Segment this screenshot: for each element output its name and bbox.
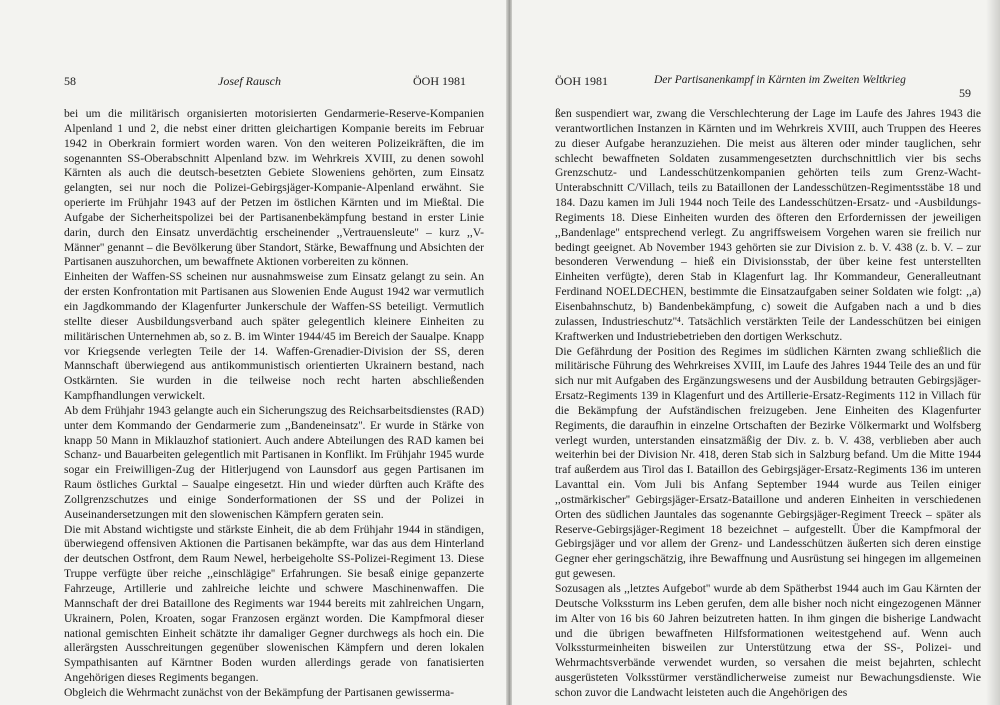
right-page-number: 59 xyxy=(959,86,971,100)
left-body-text xyxy=(64,107,484,701)
paragraph: ßen suspendiert war, zwang die Verschlechterung der Lage im Laufe des Jahres 1943 die verantwortlichen Instanzen in Kärnten und im Wehrkreis XVIII, auch Truppen des Heeres zu dieser Aufgabe heranzuziehen. Die meist aus älteren oder minder tauglichen, sehr schlecht bewaffneten Soldaten zusammengesetzten durchschnittlich vier bis sechs Grenzschutz- und Landesschützenkompanien gehörten teils zum Grenz-Wacht-Unterabschnitt C/Villach, teils zu Bataillonen der Landesschützen-Regimentsstäbe 18 und 184. Dazu kamen im Juli 1944 noch Teile des Landesschützen-Ersatz- und -Ausbildungs-Regiments 18. Diese Einheiten wurden des öfteren den Erfordernissen der jeweiligen ,,Bandenlage'' entsprechend verlegt. Zu angriffsweisem Vorgehen waren sie freilich nur bedingt geeignet. Ab November 1943 gehörten sie zur Division z. b. V. 438 (z. b. V. – zur besonderen Verwendung – hieß ein Divisionsstab, der über keine fest unterstellten Einheiten verfügte), deren Stab in Klagenfurt lag. Ihr Kommandeur, Generalleutnant Ferdinand NOELDECHEN, bestimmte die Einsatzaufgaben seiner Soldaten wie folgt: ,,a) Eisenbahnschutz, b) Bandenbekämpfung, c) soweit die Aufgaben nach a und b dies zulassen, Industrieschutz''⁴. Tatsächlich verstärkten Teile der Landesschützen bei einigen Kraftwerken und Industriebetrieben den dortigen Werkschutz. xyxy=(555,107,981,343)
paragraph: Einheiten der Waffen-SS scheinen nur ausnahmsweise zum Einsatz gelangt zu sein. An der ersten Konfrontation mit Partisanen aus Slowenien Ende August 1942 war vermutlich ein Jagdkommando der Klagenfurter Junkerschule der Waffen-SS beteiligt. Vermutlich stellte dieser Ausbildungsverband auch später gelegentlich kleinere Einheiten zu militärischen Unternehmen ab, so z. B. im Winter 1944/45 im Bereich der Saualpe. Knapp vor Kriegsende verlegten Teile der 14. Waffen-Grenadier-Division der SS, deren Mannschaft überwiegend aus antikommunistisch orientierten Ukrainern bestand, nach Ostkärnten. Sie wurden in die teilweise noch recht harten abschließenden Kampfhandlungen verwickelt. xyxy=(64,270,484,403)
paragraph: bei um die militärisch organisierten motorisierten Gendarmerie-Reserve-Kompanien Alpenland 1 und 2, die nebst einer dritten gleichartigen Kompanie bereits im Februar 1942 in Oberkrain formiert worden waren. Von den weiteren Polizeikräften, die im sogenannten SS-Oberabschnitt Alpenland bzw. im Wehrkreis XVIII, zu denen sowohl Kärnten als auch die deutsch-besetzten Gebiete Sloweniens gehörten, zum Einsatz gelangten, sei nur noch die Polizei-Gebirgsjäger-Kompanie-Alpenland erwähnt. Sie operierte im Frühjahr 1943 auf der Petzen im östlichen Kärnten und im Mießtal. Die Aufgabe der Sicherheitspolizei bei der Partisanenbekämpfung bestand in erster Linie darin, durch den Einsatz unverdächtig erscheinender ,,Vertrauensleute'' – kurz ,,V-Männer'' genannt – die Bevölkerung über Standort, Stärke, Bewaffnung und Absichten der Partisanen auszuhorchen, um bewaffnete Aktionen vorbereiten zu können. xyxy=(64,107,484,269)
left-running-head-journal: ÖOH 1981 xyxy=(413,74,466,88)
right-running-head-journal: ÖOH 1981 xyxy=(555,74,608,88)
paragraph: Ab dem Frühjahr 1943 gelangte auch ein Sicherungszug des Reichsarbeitsdienstes (RAD) unter dem Kommando der Gendarmerie zum ,,Bandeneinsatz''. Er wurde in Stärke von knapp 50 Mann in Miklauzhof stationiert. Auch andere Abteilungen des RAD kamen bei Schanz- und Bauarbeiten gelegentlich mit Partisanen in Konflikt. Im Frühjahr 1945 wurde sogar ein Freiwilligen-Zug der Hitlerjugend von Launsdorf aus gegen Partisanen im Raum östliches Gurktal – Saualpe eingesetzt. Hin und wieder dürften auch Kräfte des Zollgrenzschutzes und einige Sonderformationen der SS und der Polizei in Auseinandersetzungen mit den slowenischen Kämpfern geraten sein. xyxy=(64,403,484,521)
left-page-number: 58 xyxy=(64,74,76,88)
right-body-text xyxy=(555,107,981,701)
left-running-head-author: Josef Rausch xyxy=(218,74,281,88)
paragraph: Die Gefährdung der Position des Regimes im südlichen Kärnten zwang schließlich die militärische Führung des Wehrkreises XVIII, im Laufe des Jahres 1944 Teile des an und für sich nur mit Aufgaben des Ergänzungswesens und der Ausbildung betrauten Gebirgsjäger-Ersatz-Regiments 139 in Klagenfurt und des Artillerie-Ersatz-Regiments 112 in Villach für die Bekämpfung der Aufständischen freizugeben. Jene Einheiten des Klagenfurter Regiments, die daraufhin in einzelne Ortschaften der Bezirke Völkermarkt und Wolfsberg verlegt wurden, unterstanden einsatzmäßig der Div. z. b. V. 438, verblieben aber auch weiterhin bei der Division Nr. 418, deren Stab sich in Salzburg befand. Um die Mitte 1944 traf außerdem aus Tirol das I. Bataillon des Gebirgsjäger-Ersatz-Regiments 136 im unteren Lavanttal ein. Vom Juli bis Anfang September 1944 wurde aus Teilen einiger ,,ostmärkischer'' Gebirgsjäger-Ersatz-Bataillone und anderen Einheiten in verschiedenen Orten des südlichen Jauntales das sogenannte Gebirgsjäger-Regiment Treeck – später als Reserve-Gebirgsjäger-Regiment 18 bezeichnet – aufgestellt. Über die Kampfmoral der Gebirgsjäger und vor allem der Grenz- und Landesschützen äußerten sich deren einstige Gegner eher geringschätzig, ihre Bewaffnung und Ausrüstung sei hingegen im allgemeinen gut gewesen. xyxy=(555,344,981,581)
paragraph: Die mit Abstand wichtigste und stärkste Einheit, die ab dem Frühjahr 1944 in ständigen, überwiegend offensiven Aktionen die Partisanen bekämpfte, war das aus dem Hinterland der deutschen Ostfront, dem Raum Newel, herbeigeholte SS-Polizei-Regiment 13. Diese Truppe verfügte über reiche ,,einschlägige'' Erfahrungen. Sie besaß einige gepanzerte Fahrzeuge, Artillerie und zahlreiche leichte und schwere Maschinenwaffen. Die Mannschaft der drei Bataillone des Regiments war 1944 bereits mit zahlreichen Ungarn, Ukrainern, Polen, Kroaten, sogar Franzosen ergänzt worden. Die Kampfmoral dieser national gemischten Einheit schätzte ihr damaliger Gegner durchwegs als hoch ein. Die allerärgsten Ausschreitungen gegenüber slowenischen Kämpfern und deren lokalen Sympathisanten auf Kärntner Boden wurden allerdings gerade von fanatisierten Angehörigen dieses Regiments begangen. xyxy=(64,522,484,685)
page-edge-shadow xyxy=(986,0,1000,705)
paragraph: Sozusagen als ,,letztes Aufgebot'' wurde ab dem Spätherbst 1944 auch im Gau Kärnten der Deutsche Volkssturm ins Leben gerufen, dem alle bisher noch nicht eingezogenen Männer im Alter von 16 bis 60 Jahren beizutreten hatten. In ihm gingen die bisherige Landwacht und die übrigen bewaffneten Hilfsformationen weitestgehend auf. Wenn auch Volkssturmeinheiten bisweilen zur Unterstützung etwa der SS-, Polizei- und Wehrmachtsverbände verwendet wurden, so versahen die meist bejahrten, schlecht ausgerüsteten Volksstürmer verständlicherweise zumeist nur Bewachungsdienste. Wie schon zuvor die Landwacht leisteten auch die Angehörigen des xyxy=(555,582,981,699)
right-running-head-title: Der Partisanenkampf in Kärnten im Zweiten Weltkrieg xyxy=(654,74,906,86)
right-page xyxy=(512,0,1000,705)
paragraph: Obgleich die Wehrmacht zunächst von der Bekämpfung der Partisanen gewisserma- xyxy=(64,685,455,699)
